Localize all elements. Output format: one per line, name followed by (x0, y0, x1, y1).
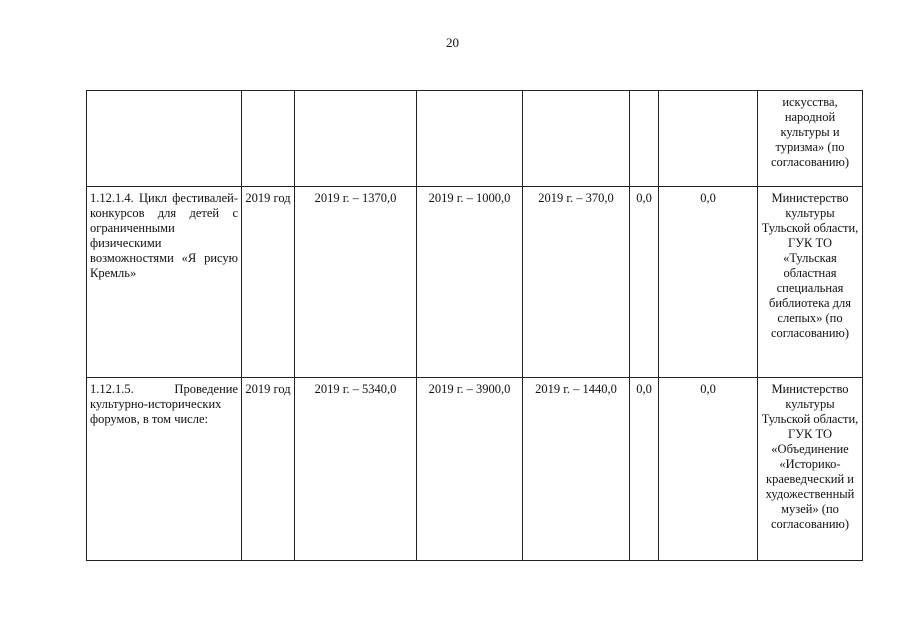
regional-funding-cell: 2019 г. – 1000,0 (417, 187, 523, 378)
activity-name-cell: 1.12.1.4. Цикл фестивалей-конкурсов для детей с ограниченными физическими возможностями «Я рисую Кремль» (87, 187, 242, 378)
total-funding-cell (295, 91, 417, 187)
other-funding-cell: 0,0 (659, 378, 758, 561)
municipal-funding-cell: 0,0 (630, 378, 659, 561)
federal-funding-cell: 2019 г. – 1440,0 (523, 378, 630, 561)
federal-funding-cell: 2019 г. – 370,0 (523, 187, 630, 378)
municipal-funding-cell (630, 91, 659, 187)
page-number: 20 (446, 35, 459, 50)
table-row (87, 91, 863, 187)
table-row (87, 187, 863, 378)
table-row (87, 378, 863, 561)
year-cell: 2019 год (242, 187, 295, 378)
total-funding-cell: 2019 г. – 1370,0 (295, 187, 417, 378)
year-cell (242, 91, 295, 187)
total-funding-cell: 2019 г. – 5340,0 (295, 378, 417, 561)
activity-name-cell: 1.12.1.5. Проведение культурно-исторических форумов, в том числе: (87, 378, 242, 561)
federal-funding-cell (523, 91, 630, 187)
other-funding-cell: 0,0 (659, 187, 758, 378)
regional-funding-cell (417, 91, 523, 187)
responsible-executor-cell: Министерство культуры Тульской области, ГУК ТО «Объединение «Историко-краеведческий и художественный музей» (по согласованию) (758, 378, 863, 561)
responsible-executor-cell: Министерство культуры Тульской области, ГУК ТО «Тульская областная специальная библиотека для слепых» (по согласованию) (758, 187, 863, 378)
year-cell: 2019 год (242, 378, 295, 561)
regional-funding-cell: 2019 г. – 3900,0 (417, 378, 523, 561)
program-table (86, 90, 863, 561)
other-funding-cell (659, 91, 758, 187)
municipal-funding-cell: 0,0 (630, 187, 659, 378)
activity-name-cell (87, 91, 242, 187)
responsible-executor-cell: искусства, народной культуры и туризма» (по согласованию) (758, 91, 863, 187)
